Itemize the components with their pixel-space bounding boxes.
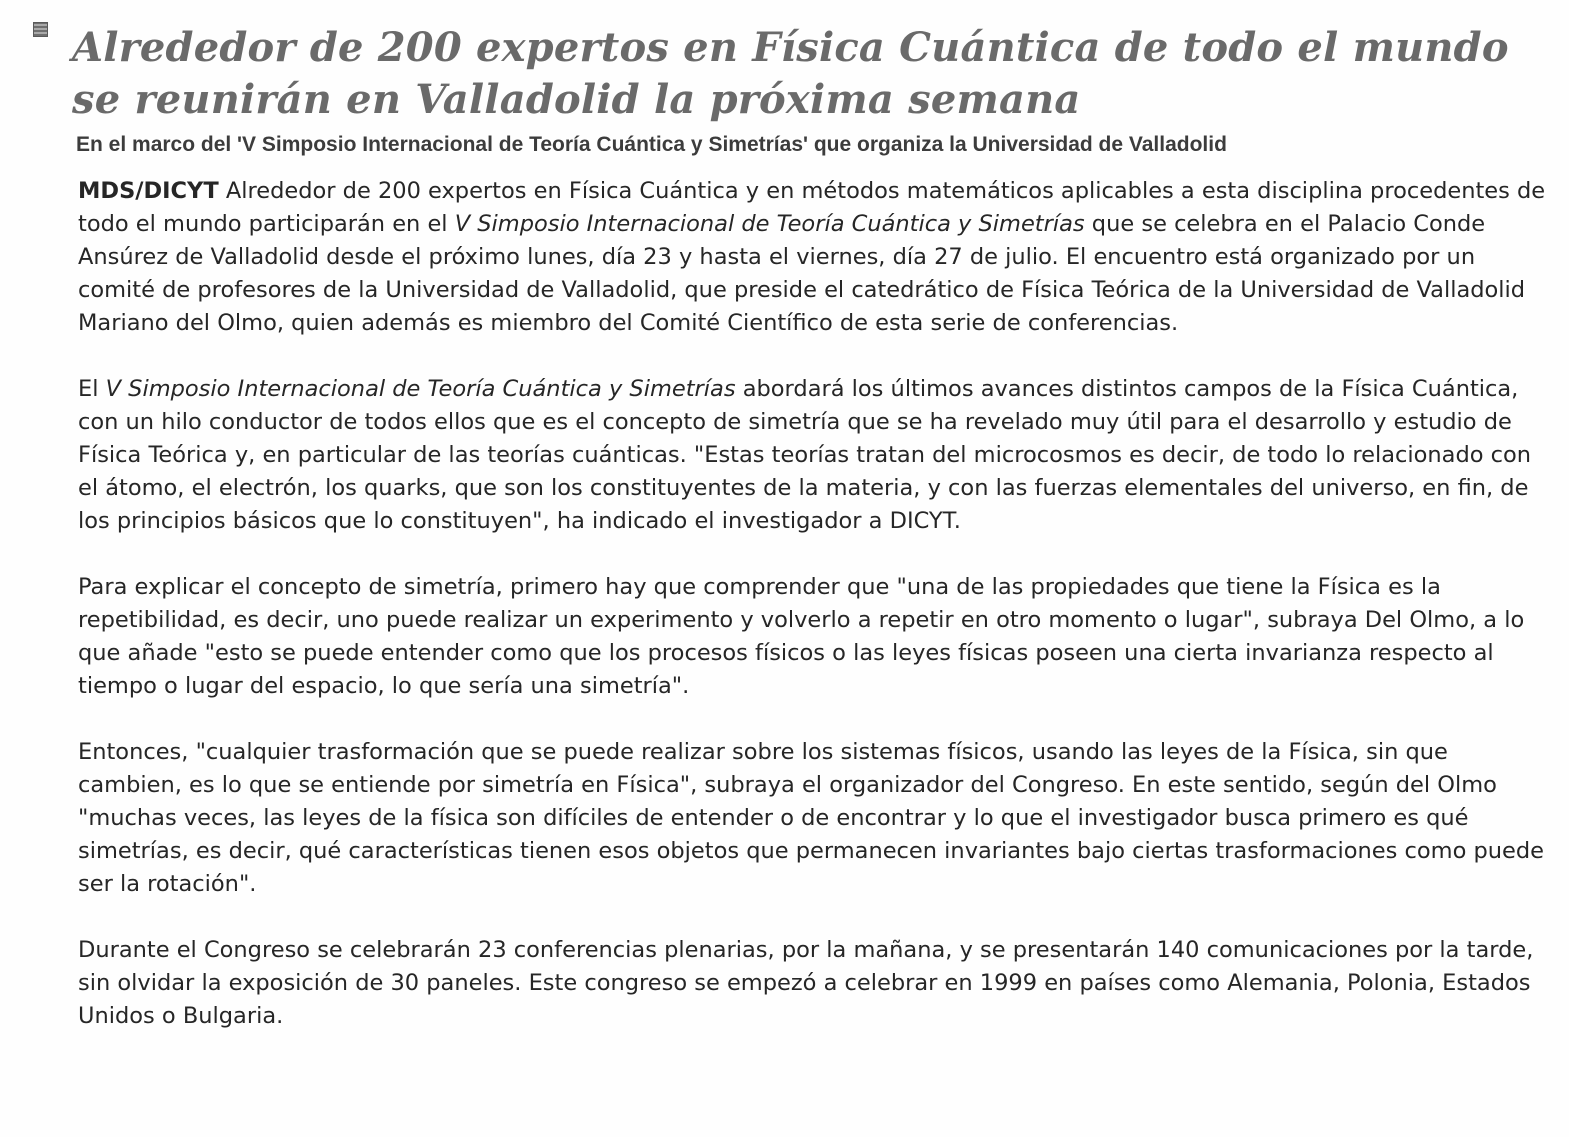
event-name-italic: V Simposio Internacional de Teoría Cuántica y Simetrías xyxy=(454,211,1085,237)
headline-bullet-icon xyxy=(33,22,48,37)
paragraph-1 xyxy=(78,175,1556,340)
paragraph-4: Entonces, "cualquier trasformación que se puede realizar sobre los sistemas físicos, usando las leyes de la Física, sin que cambien, es lo que se entiende por simetría en Física", subraya el organizador del Congreso. En este sentido, según del Olmo "muchas veces, las leyes de la física son difíciles de entender o de encontrar y lo que el investigador busca primero es qué simetrías, es decir, qué características tienen esos objetos que permanecen invariantes bajo ciertas trasformaciones como puede ser la rotación". xyxy=(78,739,1545,897)
paragraph-1-text-b: que se celebra en el Palacio Conde Ansúrez de Valladolid desde el próximo lunes, día 23 y hasta el viernes, día 27 de julio. El encuentro está organizado por un comité de profesores de la Universidad de Valladolid, que preside el catedrático de Física Teórica de la Universidad de Valladolid Mariano del Olmo, quien además es miembro del Comité Científico de esta serie de conferencias. xyxy=(78,211,1526,336)
article-headline: Alrededor de 200 expertos en Física Cuántica de todo el mundo se reunirán en Valladolid la próxima semana xyxy=(72,24,1509,123)
paragraph-2-text-b: abordará los últimos avances distintos campos de la Física Cuántica, con un hilo conductor de todos ellos que es el concepto de simetría que se ha revelado muy útil para el desarrollo y estudio de Física Teórica y, en particular de las teorías cuánticas. "Estas teorías tratan del microcosmos es decir, de todo lo relacionado con el átomo, el electrón, los quarks, que son los constituyentes de la materia, y con las fuerzas elementales del universo, en fin, de los principios básicos que lo constituyen", ha indicado el investigador a DICYT. xyxy=(78,376,1532,534)
paragraph-1-text-a: Alrededor de 200 expertos en Física Cuántica y en métodos matemáticos aplicables a esta disciplina procedentes de todo el mundo participarán en el xyxy=(78,178,1546,237)
paragraph-5: Durante el Congreso se celebrarán 23 conferencias plenarias, por la mañana, y se presentarán 140 comunicaciones por la tarde, sin olvidar la exposición de 30 paneles. Este congreso se empezó a celebrar en 1999 en países como Alemania, Polonia, Estados Unidos o Bulgaria. xyxy=(78,937,1534,1029)
paragraph-2-text-a: El xyxy=(78,376,106,402)
paragraph-3: Para explicar el concepto de simetría, primero hay que comprender que "una de las propiedades que tiene la Física es la repetibilidad, es decir, uno puede realizar un experimento y volverlo a repetir en otro momento o lugar", subraya Del Olmo, a lo que añade "esto se puede entender como que los procesos físicos o las leyes físicas poseen una cierta invarianza respecto al tiempo o lugar del espacio, lo que sería una simetría". xyxy=(78,574,1525,699)
article-subheadline: En el marco del 'V Simposio Internacional de Teoría Cuántica y Simetrías' que organiza la Universidad de Valladolid xyxy=(76,133,1227,156)
byline: MDS/DICYT xyxy=(78,178,219,204)
event-name-italic: V Simposio Internacional de Teoría Cuántica y Simetrías xyxy=(105,376,736,402)
paragraph-2 xyxy=(78,373,1556,538)
article-body xyxy=(78,175,1556,1066)
